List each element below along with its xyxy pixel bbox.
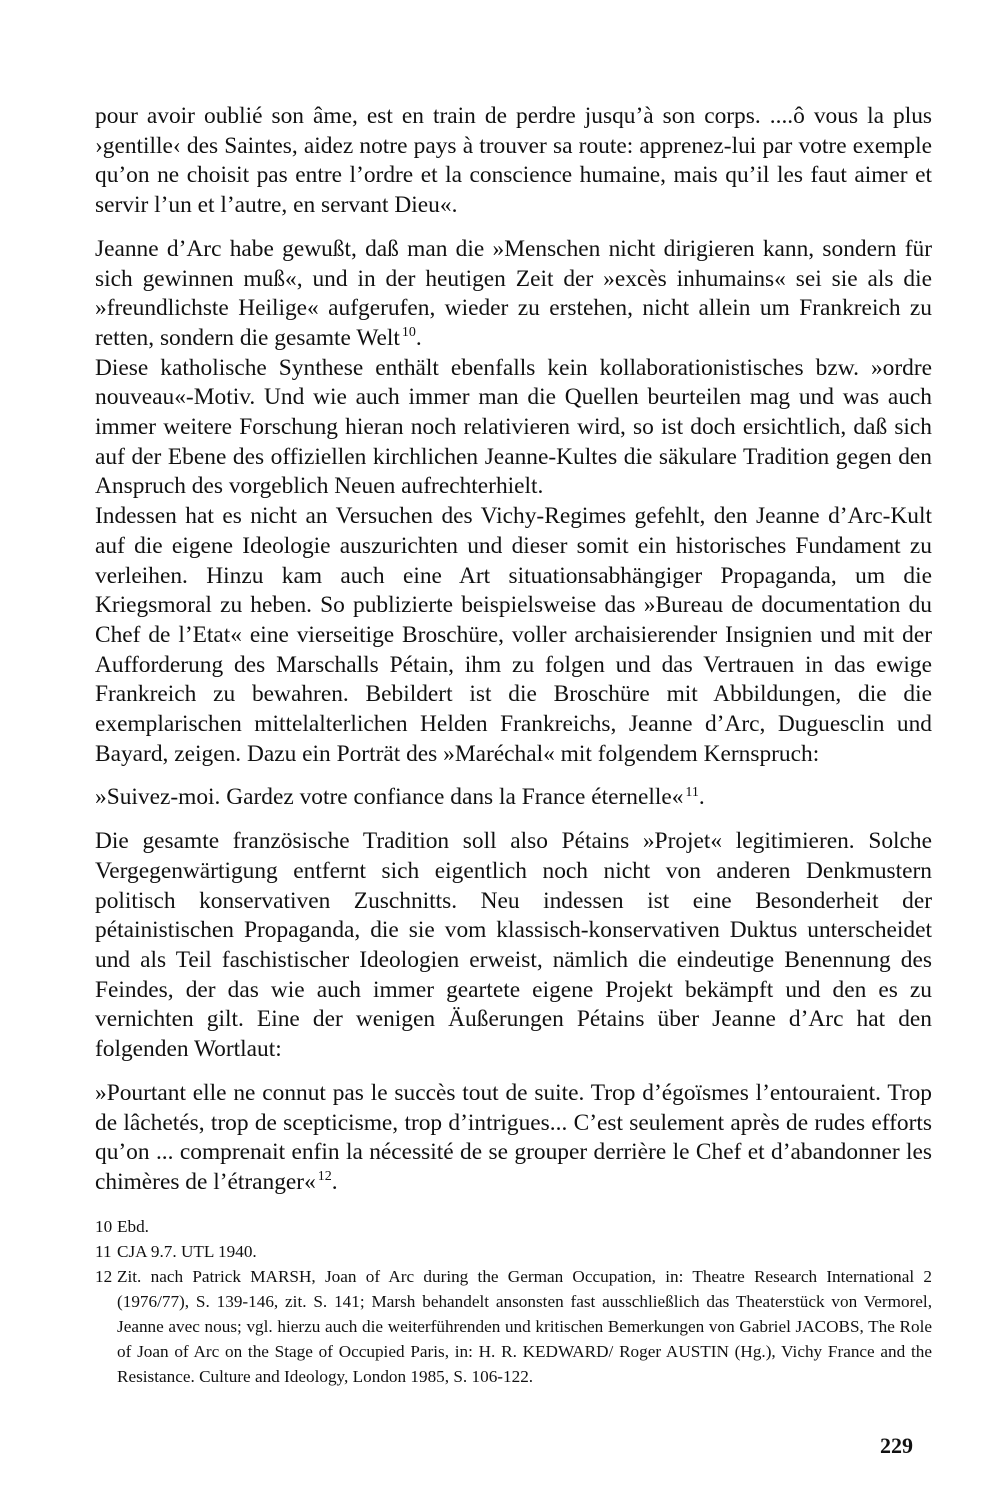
footnote-text: Ebd. [117,1217,149,1236]
footnote-10 [95,1214,932,1239]
quote-2 [95,1079,932,1198]
footnote-12 [95,1264,932,1389]
footnote-ref-12[interactable]: 12 [317,1169,332,1185]
quote-1-end: . [698,784,705,811]
paragraph-2 [95,235,932,354]
footnote-ref-10[interactable]: 10 [401,325,416,341]
paragraph-3: Diese katholische Synthese enthält ebenfalls kein kollaborationistisches bzw. »ordre nouveau«-Motiv. Und wie auch immer man die Quellen beurteilen mag und was auch immer weitere Forschung hieran noch relativieren wird, so ist doch ersichtlich, daß sich auf der Ebene des offiziellen kirchlichen Jeanne-Kultes die säkulare Tradition gegen den Anspruch des vorgeblich Neuen aufrechterhielt. [95,354,932,500]
footnote-number: 10 [95,1217,113,1236]
paragraph-2-end: . [415,324,422,351]
page-body [95,102,932,1198]
quote-1-text: »Suivez-moi. Gardez votre confiance dans la France éternelle« [95,784,684,811]
page-number: 229 [880,1433,913,1458]
footnote-ref-11[interactable]: 11 [685,784,699,800]
footnote-text: Zit. nach Patrick MARSH, Joan of Arc during the German Occupation, in: Theatre Research International 2 (1976/77), S. 139-146, zit. S. 141; Marsh behandelt ansonsten fast ausschließlich das Theaterstück von Vermorel, Jeanne avec nous; vgl. hierzu auch die weiterführenden und kritischen Bemerkungen von Gabriel JACOBS, The Role of Joan of Arc on the Stage of Occupied Paris, in: H. R. KEDWARD/ Roger AUSTIN (Hg.), Vichy France and the Resistance. Culture and Ideology, London 1985, S. 106-122. [117,1267,932,1386]
footnote-text: CJA 9.7. UTL 1940. [117,1242,257,1261]
footnotes [95,1214,932,1389]
quote-2-text: »Pourtant elle ne connut pas le succès tout de suite. Trop d’égoïsmes l’entouraient. Trop de lâchetés, trop de scepticisme, trop d’intrigues... C’est seulement après de rudes efforts qu’on ... comprenait enfin la nécessité de se grouper derrière le Chef et d’abandonner les chimères de l’étranger« [95,1079,932,1195]
footnote-number: 11 [95,1242,112,1261]
paragraph-1: pour avoir oublié son âme, est en train de perdre jusqu’à son corps. ....ô vous la plus ›gentille‹ des Saintes, aidez notre pays à trouver sa route: apprenez-lui par votre exemple qu’on ne choisit pas entre l’ordre et la conscience humaine, mais qu’il les faut aimer et servir l’un et l’autre, en servant Dieu«. [95,103,932,219]
quote-2-end: . [331,1168,338,1195]
paragraph-5: Die gesamte französische Tradition soll also Pétains »Projet« legitimieren. Solche Vergegenwärtigung entfernt sich eigentlich noch nicht von anderen Denkmustern politisch konservativen Zuschnitts. Neu indessen ist eine Besonderheit der pétainistischen Propaganda, die sie vom klassisch-konservativen Duktus unterscheidet und als Teil faschistischer Ideologien erweist, nämlich die eindeutige Benennung des Feindes, der das wie auch immer geartete eigene Projekt bekämpft und den es zu vernichten gilt. Eine der wenigen Äußerungen Pétains über Jeanne d’Arc hat den folgenden Wortlaut: [95,828,932,1063]
footnote-number: 12 [95,1267,113,1286]
paragraph-2-text: Jeanne d’Arc habe gewußt, daß man die »Menschen nicht dirigieren kann, sondern für sich gewinnen muß«, und in der heutigen Zeit der »excès inhumains« sei sie als die »freundlichste Heilige« aufgerufen, wieder zu erstehen, nicht allein um Frankreich zu retten, sondern die gesamte Welt [95,235,932,351]
footnote-11 [95,1239,932,1264]
quote-1 [95,783,932,813]
paragraph-4: Indessen hat es nicht an Versuchen des Vichy-Regimes gefehlt, den Jeanne d’Arc-Kult auf die eigene Ideologie auszurichten und dieser somit ein historisches Fundament zu verleihen. Hinzu kam auch eine Art situationsabhängiger Propaganda, um die Kriegsmoral zu heben. So publizierte beispielsweise das »Bureau de documentation du Chef de l’Etat« eine vierseitige Broschüre, voller archaisierender Insignien und mit der Aufforderung des Marschalls Pétain, ihm zu folgen und das Vertrauen in das ewige Frankreich zu bewahren. Bebildert ist die Broschüre mit Abbildungen, die die exemplarischen mittelalterlichen Helden Frankreichs, Jeanne d’Arc, Duguesclin und Bayard, zeigen. Dazu ein Porträt des »Maréchal« mit folgendem Kernspruch: [95,503,932,767]
